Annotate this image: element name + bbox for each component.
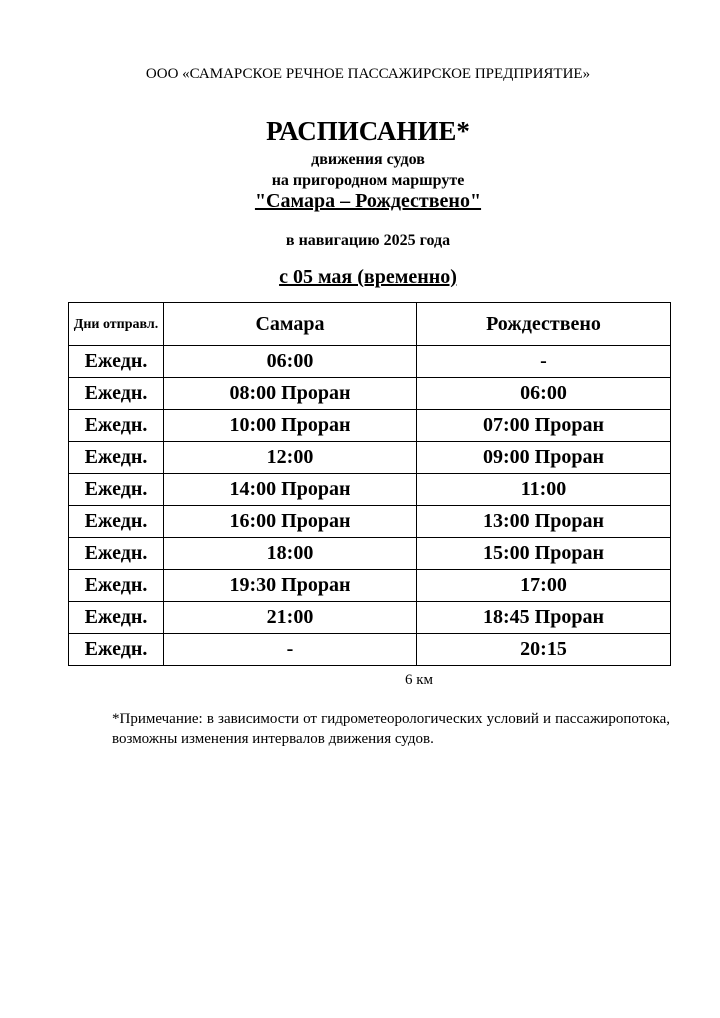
cell-days: Ежедн. [69, 442, 164, 474]
cell-samara-departure: 12:00 [164, 442, 417, 474]
cell-days: Ежедн. [69, 538, 164, 570]
column-header-rozhdestveno: Рождествено [417, 303, 671, 346]
effective-date [0, 266, 720, 289]
table-row [69, 634, 671, 666]
route-name-text: "Самара – Рождествено" [254, 190, 482, 212]
cell-rozhdestveno-departure: 18:45 Проран [417, 602, 671, 634]
cell-rozhdestveno-departure: 17:00 [417, 570, 671, 602]
cell-rozhdestveno-departure: 07:00 Проран [417, 410, 671, 442]
table-row [69, 506, 671, 538]
cell-samara-departure: 10:00 Проран [164, 410, 417, 442]
cell-rozhdestveno-departure: 20:15 [417, 634, 671, 666]
table-row [69, 538, 671, 570]
route-name [0, 190, 720, 213]
cell-samara-departure: 08:00 Проран [164, 378, 417, 410]
subtitle-line-1: движения судов [311, 151, 425, 168]
route-distance: 6 км [405, 672, 434, 688]
table-header-row [69, 303, 671, 346]
cell-rozhdestveno-departure: 15:00 Проран [417, 538, 671, 570]
cell-samara-departure: 14:00 Проран [164, 474, 417, 506]
table-row [69, 346, 671, 378]
table-row [69, 474, 671, 506]
organization-name: ООО «САМАРСКОЕ РЕЧНОЕ ПАССАЖИРСКОЕ ПРЕДПРИЯТИЕ» [145, 66, 591, 82]
cell-rozhdestveno-departure: - [417, 346, 671, 378]
cell-days: Ежедн. [69, 378, 164, 410]
subtitle-line-2: на пригородном маршруте [271, 172, 465, 189]
cell-rozhdestveno-departure: 09:00 Проран [417, 442, 671, 474]
schedule-table-body [69, 346, 671, 666]
table-row [69, 410, 671, 442]
column-header-samara: Самара [164, 303, 417, 346]
cell-samara-departure: 06:00 [164, 346, 417, 378]
footnote: *Примечание: в зависимости от гидрометеорологических условий и пассажиропотока, возможны изменения интервалов движения судов. [112, 711, 670, 747]
cell-days: Ежедн. [69, 474, 164, 506]
cell-rozhdestveno-departure: 06:00 [417, 378, 671, 410]
table-row [69, 378, 671, 410]
cell-days: Ежедн. [69, 570, 164, 602]
navigation-season: в навигацию 2025 года [285, 232, 451, 249]
cell-days: Ежедн. [69, 346, 164, 378]
cell-rozhdestveno-departure: 13:00 Проран [417, 506, 671, 538]
cell-samara-departure: - [164, 634, 417, 666]
cell-samara-departure: 21:00 [164, 602, 417, 634]
cell-rozhdestveno-departure: 11:00 [417, 474, 671, 506]
cell-samara-departure: 19:30 Проран [164, 570, 417, 602]
page-title: РАСПИСАНИЕ* [266, 116, 470, 146]
column-header-days: Дни отправл. [69, 303, 164, 346]
cell-days: Ежедн. [69, 410, 164, 442]
cell-samara-departure: 18:00 [164, 538, 417, 570]
table-row [69, 602, 671, 634]
table-row [69, 570, 671, 602]
cell-days: Ежедн. [69, 634, 164, 666]
cell-samara-departure: 16:00 Проран [164, 506, 417, 538]
table-row [69, 442, 671, 474]
cell-days: Ежедн. [69, 506, 164, 538]
cell-days: Ежедн. [69, 602, 164, 634]
schedule-table [68, 302, 671, 666]
effective-date-text: с 05 мая (временно) [279, 266, 457, 288]
